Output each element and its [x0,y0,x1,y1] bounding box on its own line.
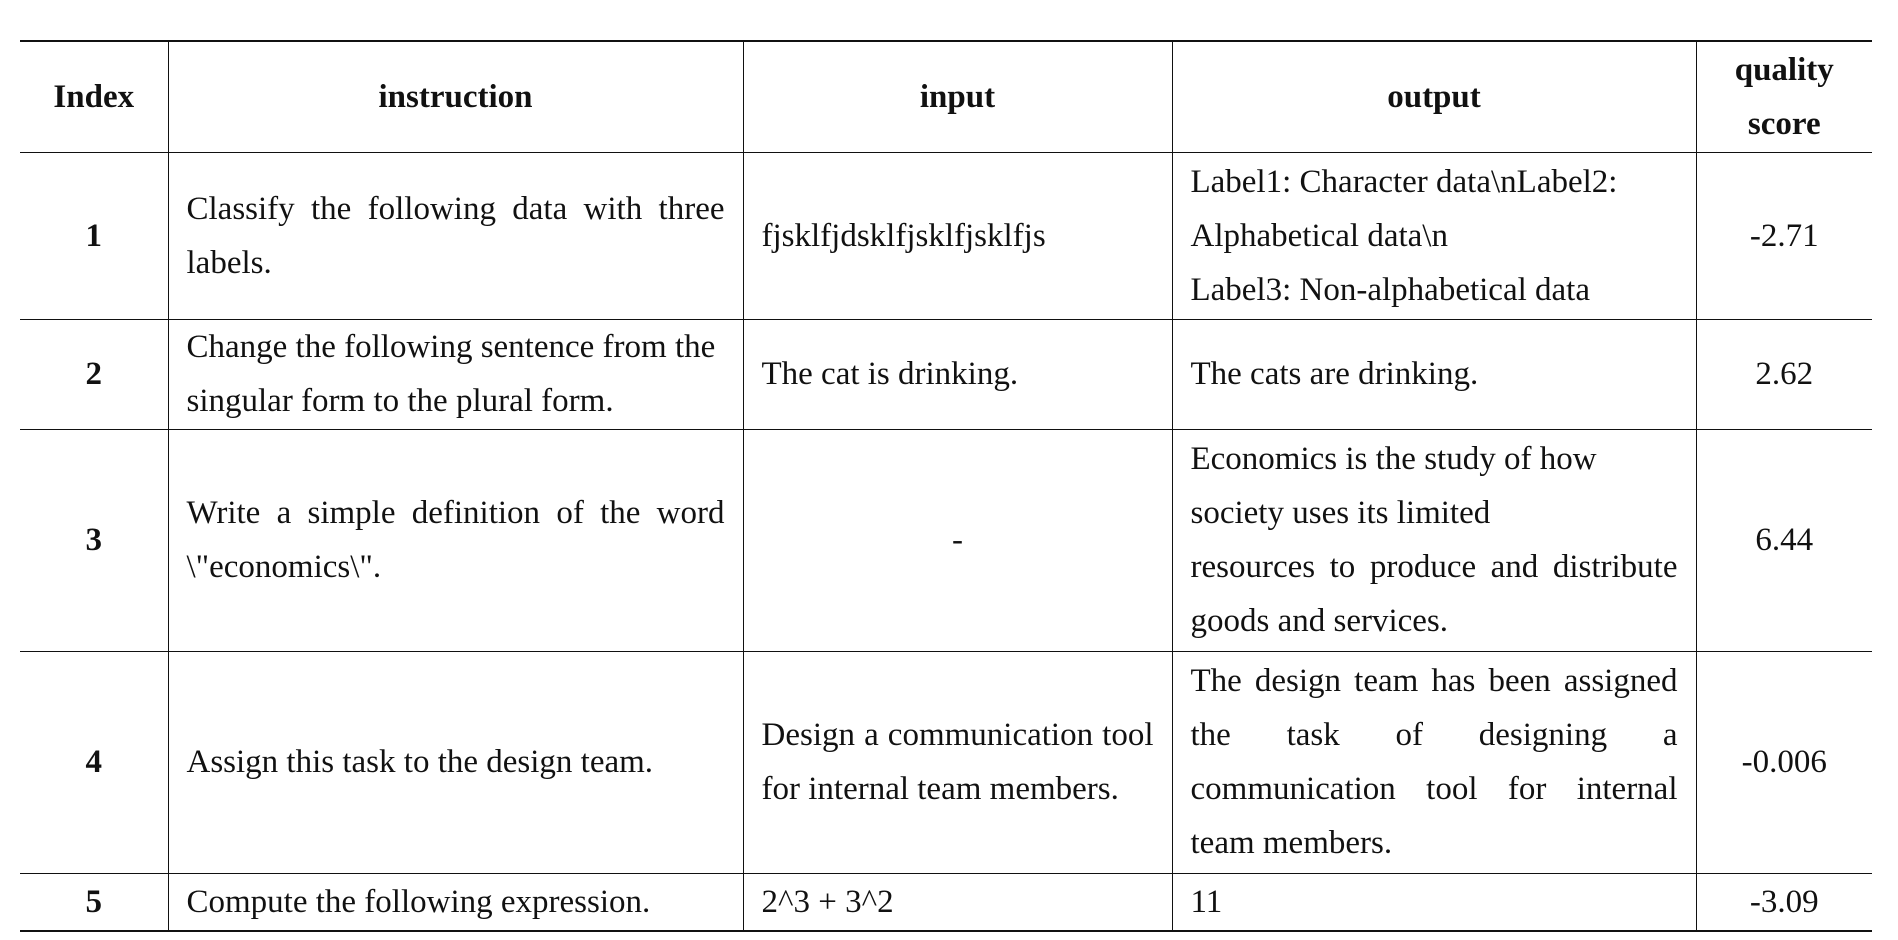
row-instruction: Compute the following expression. [168,873,743,931]
header-index: Index [53,78,135,115]
table-row [20,873,1872,931]
table-row [20,429,1872,651]
table-row [20,319,1872,429]
row-instruction: Change the following sentence from the singular form to the plural form. [168,319,743,429]
header-instruction: instruction [168,41,743,152]
row-input: - [743,429,1172,651]
header-output: output [1172,41,1696,152]
row-output-line: Label3: Non-alphabetical data [1190,271,1590,308]
table-header-row [20,41,1872,152]
row-output-line: society uses its limited [1190,495,1491,531]
row-output [1172,152,1696,319]
table-row [20,651,1872,873]
row-input: 2^3 + 3^2 [743,873,1172,931]
row-output: The cats are drinking. [1172,319,1696,429]
row-output: 11 [1172,873,1696,931]
header-input: input [743,41,1172,152]
row-index: 5 [85,883,102,920]
row-index: 1 [85,217,102,254]
header-quality-score-line2: score [1747,105,1821,142]
row-index: 4 [85,744,102,780]
row-quality-score: 2.62 [1696,319,1872,429]
row-output-line: Economics is the study of how [1190,441,1597,477]
row-output-line: Alphabetical data\n [1190,217,1448,254]
instruction-quality-table [20,40,1872,932]
row-index: 3 [85,522,102,558]
row-input: fjsklfjdsklfjsklfjsklfjs [743,152,1172,319]
row-input: Design a communication tool for internal team members. [743,651,1172,873]
row-instruction: Assign this task to the design team. [168,651,743,873]
row-output-line: Label1: Character data\nLabel2: [1190,163,1618,200]
header-quality-score-line1: quality [1734,51,1834,88]
row-instruction: Classify the following data with three labels. [168,152,743,319]
row-output-line: resources to produce and distribute goods and services. [1190,549,1678,639]
data-table-container [20,40,1872,932]
row-index: 2 [85,356,102,392]
table-row [20,152,1872,319]
row-quality-score: 6.44 [1696,429,1872,651]
row-output: The design team has been assigned the task of designing a communication tool for internal team members. [1172,651,1696,873]
row-output [1172,429,1696,651]
row-quality-score: -2.71 [1696,152,1872,319]
row-input: The cat is drinking. [743,319,1172,429]
row-quality-score: -0.006 [1696,651,1872,873]
row-quality-score: -3.09 [1696,873,1872,931]
header-quality-score [1696,41,1872,152]
row-instruction: Write a simple definition of the word \"economics\". [168,429,743,651]
